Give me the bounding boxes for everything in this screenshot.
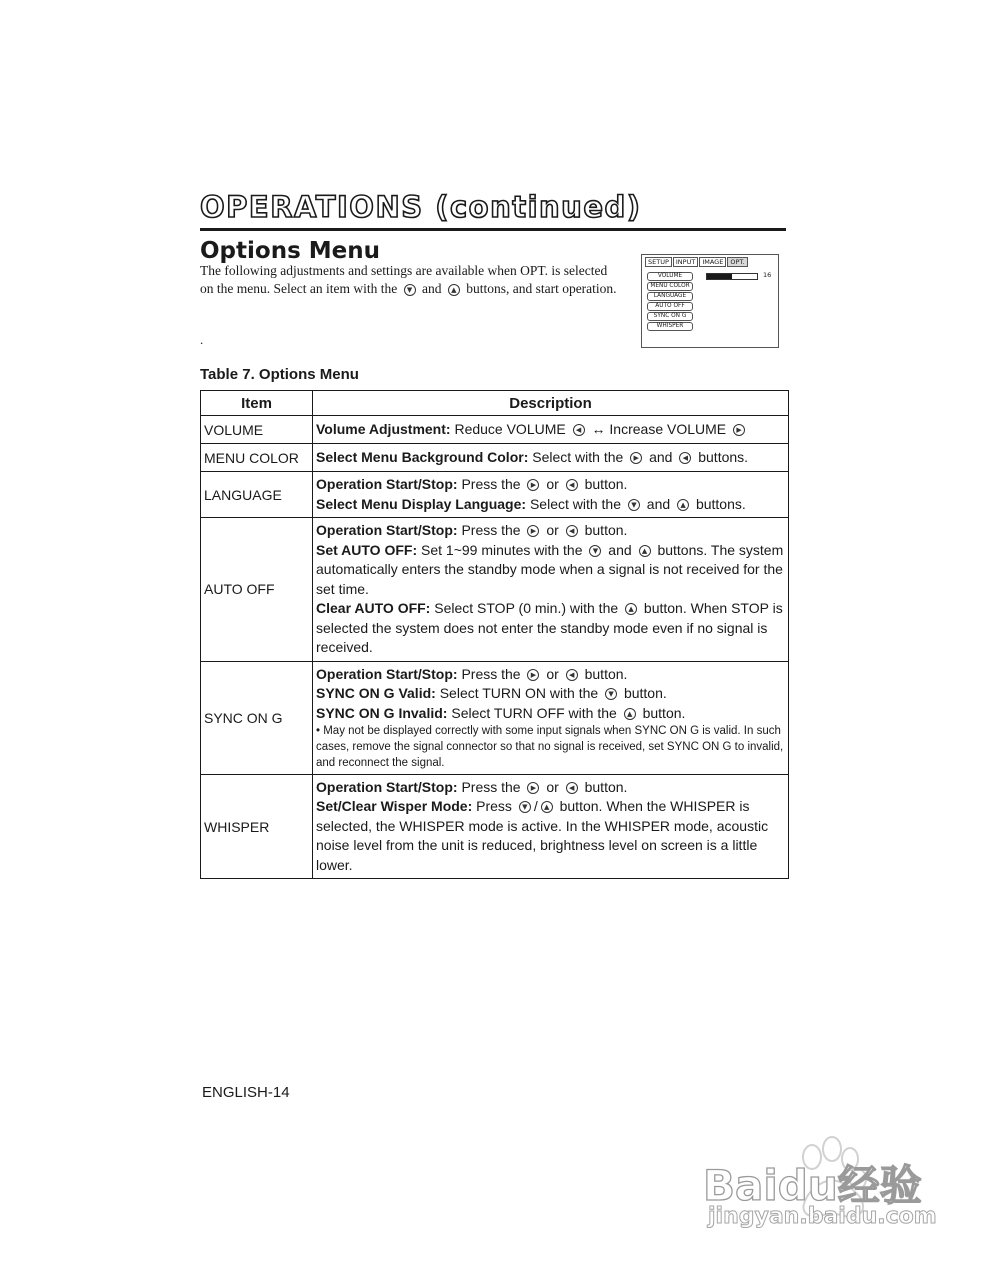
intro-paragraph (200, 262, 620, 298)
desc-sync-on-g (313, 661, 789, 775)
text: Press the (461, 476, 521, 492)
down-button-icon: ▼ (519, 801, 531, 813)
osd-item-list (647, 272, 693, 332)
text: button. (584, 522, 628, 538)
table-row-language (201, 472, 789, 518)
column-header-description: Description (313, 391, 789, 416)
table-row-volume (201, 416, 789, 444)
text: Reduce VOLUME (454, 420, 566, 437)
up-button-icon: ▲ (677, 499, 689, 511)
up-button-icon: ▲ (639, 545, 651, 557)
column-header-item: Item (201, 391, 313, 416)
label-select-menu-background-color: Select Menu Background Color: (316, 448, 529, 465)
right-button-icon: ▶ (630, 452, 642, 464)
desc-whisper (313, 775, 789, 879)
osd-tab-opt: OPT. (727, 257, 747, 267)
osd-tab-image: IMAGE (699, 257, 726, 267)
section-title: Options Menu (200, 238, 381, 264)
desc-auto-off (313, 518, 789, 662)
desc-line (316, 704, 784, 724)
table-header-row (201, 391, 789, 416)
left-right-arrow-icon: ↔ (591, 420, 606, 437)
desc-line (316, 684, 784, 704)
desc-line (316, 778, 784, 797)
text: button. (642, 704, 686, 721)
up-button-icon: ▲ (624, 708, 636, 720)
table-caption: Table 7. Options Menu (200, 366, 359, 383)
left-button-icon: ◀ (566, 525, 578, 537)
down-button-icon: ▼ (605, 688, 617, 700)
label-operation-start-stop: Operation Start/Stop: (316, 522, 458, 538)
table-row-menu-color (201, 444, 789, 472)
text: button. When STOP is selected the system does not enter the standby mode even if no signal is received. (316, 600, 783, 655)
desc-line (316, 541, 784, 600)
left-button-icon: ◀ (566, 479, 578, 491)
up-button-icon: ▲ (541, 801, 553, 813)
up-button-icon: ▲ (448, 284, 460, 296)
desc-menu-color (313, 444, 789, 472)
desc-line (316, 475, 784, 495)
down-button-icon: ▼ (404, 284, 416, 296)
osd-item-menu-color: MENU COLOR (647, 282, 693, 291)
table-row-sync-on-g (201, 661, 789, 775)
osd-tab-setup: SETUP (645, 257, 672, 267)
desc-line (316, 495, 784, 515)
text: Select TURN OFF with the (451, 704, 617, 721)
right-button-icon: ▶ (733, 424, 745, 436)
label-set-auto-off: Set AUTO OFF: (316, 541, 418, 558)
text: Press the (461, 665, 521, 682)
intro-and: and (421, 281, 442, 296)
watermark-url: jingyan.baidu.com (708, 1204, 937, 1229)
watermark-brand: Baidu经验 (703, 1161, 922, 1210)
desc-line (316, 599, 784, 658)
item-auto-off: AUTO OFF (201, 518, 313, 662)
desc-line (316, 797, 784, 875)
label-operation-start-stop: Operation Start/Stop: (316, 476, 458, 492)
desc-language (313, 472, 789, 518)
osd-item-sync-on-g: SYNC ON G (647, 312, 693, 321)
osd-item-volume: VOLUME (647, 272, 693, 281)
text: buttons. The system automatically enters the standby mode when a signal is not received for the set time. (316, 541, 784, 597)
text: button. (584, 476, 628, 492)
osd-item-language: LANGUAGE (647, 292, 693, 301)
label-sync-on-g-invalid: SYNC ON G Invalid: (316, 704, 448, 721)
table-row-whisper (201, 775, 789, 879)
osd-tabs (645, 257, 748, 267)
text: and (646, 495, 671, 512)
text: Set 1~99 minutes with the (421, 541, 583, 558)
left-button-icon: ◀ (573, 424, 585, 436)
text: or (546, 779, 559, 795)
intro-text-2: buttons, and start operation. (466, 281, 617, 296)
text: Select STOP (0 min.) with the (434, 600, 619, 616)
desc-line (316, 665, 784, 685)
text: button. (584, 665, 628, 682)
label-set-clear-wisper-mode: Set/Clear Wisper Mode: (316, 798, 473, 814)
left-button-icon: ◀ (566, 782, 578, 794)
intro-text-1: The following adjustments and settings are available when OPT. is selected on the menu. Select an item with the (200, 263, 608, 296)
text: or (546, 522, 559, 538)
text: Press the (461, 522, 521, 538)
label-sync-on-g-valid: SYNC ON G Valid: (316, 685, 436, 701)
text: or (546, 665, 559, 682)
text: button. (623, 685, 667, 701)
up-button-icon: ▲ (625, 603, 637, 615)
text: buttons. (698, 448, 749, 465)
text: When the WHISPER is selected, the WHISPER mode is active. In the WHISPER mode, acoustic noise level from the unit is reduced, brightness level on screen is a little lower. (316, 798, 769, 873)
label-operation-start-stop: Operation Start/Stop: (316, 665, 458, 682)
page-title: OPERATIONS (continued) (200, 190, 642, 224)
right-button-icon: ▶ (527, 669, 539, 681)
text: button. (559, 798, 603, 814)
right-button-icon: ▶ (527, 782, 539, 794)
desc-volume (313, 416, 789, 444)
table-row-auto-off (201, 518, 789, 662)
text: Select with the (532, 448, 624, 465)
down-button-icon: ▼ (628, 499, 640, 511)
item-menu-color: MENU COLOR (201, 444, 313, 472)
left-button-icon: ◀ (679, 452, 691, 464)
osd-volume-value: 16 (763, 271, 772, 279)
item-whisper: WHISPER (201, 775, 313, 879)
text: Select TURN ON with the (439, 685, 599, 701)
item-volume: VOLUME (201, 416, 313, 444)
text: button. (584, 779, 628, 795)
page-number: ENGLISH-14 (202, 1084, 290, 1101)
osd-item-auto-off: AUTO OFF (647, 302, 693, 311)
title-rule (200, 228, 786, 231)
text: or (546, 476, 559, 492)
osd-menu-illustration (641, 254, 779, 348)
osd-volume-bar (706, 273, 758, 280)
stray-dot: . (200, 332, 204, 347)
text: Increase VOLUME (609, 420, 727, 437)
text: and (608, 541, 632, 558)
text: Press (476, 798, 512, 814)
text: Press the (461, 779, 521, 795)
osd-tab-input: INPUT (673, 257, 698, 267)
text: buttons. (695, 495, 746, 512)
osd-volume-fill (707, 274, 732, 279)
label-volume-adjustment: Volume Adjustment: (316, 420, 451, 437)
label-operation-start-stop: Operation Start/Stop: (316, 779, 458, 795)
right-button-icon: ▶ (527, 525, 539, 537)
desc-line (316, 521, 784, 541)
item-sync-on-g: SYNC ON G (201, 661, 313, 775)
text: and (649, 448, 673, 465)
slash: / (533, 798, 538, 814)
sync-on-g-note: • May not be displayed correctly with some input signals when SYNC ON G is valid. In such cases, remove the signal connector so that no signal is received, set SYNC ON G to invalid, and reconnect the signal. (316, 725, 784, 769)
item-language: LANGUAGE (201, 472, 313, 518)
left-button-icon: ◀ (566, 669, 578, 681)
text: Select with the (529, 495, 622, 512)
right-button-icon: ▶ (527, 479, 539, 491)
label-clear-auto-off: Clear AUTO OFF: (316, 600, 431, 616)
osd-item-whisper: WHISPER (647, 322, 693, 331)
down-button-icon: ▼ (589, 545, 601, 557)
options-menu-table (200, 390, 789, 879)
label-select-menu-display-language: Select Menu Display Language: (316, 495, 527, 512)
